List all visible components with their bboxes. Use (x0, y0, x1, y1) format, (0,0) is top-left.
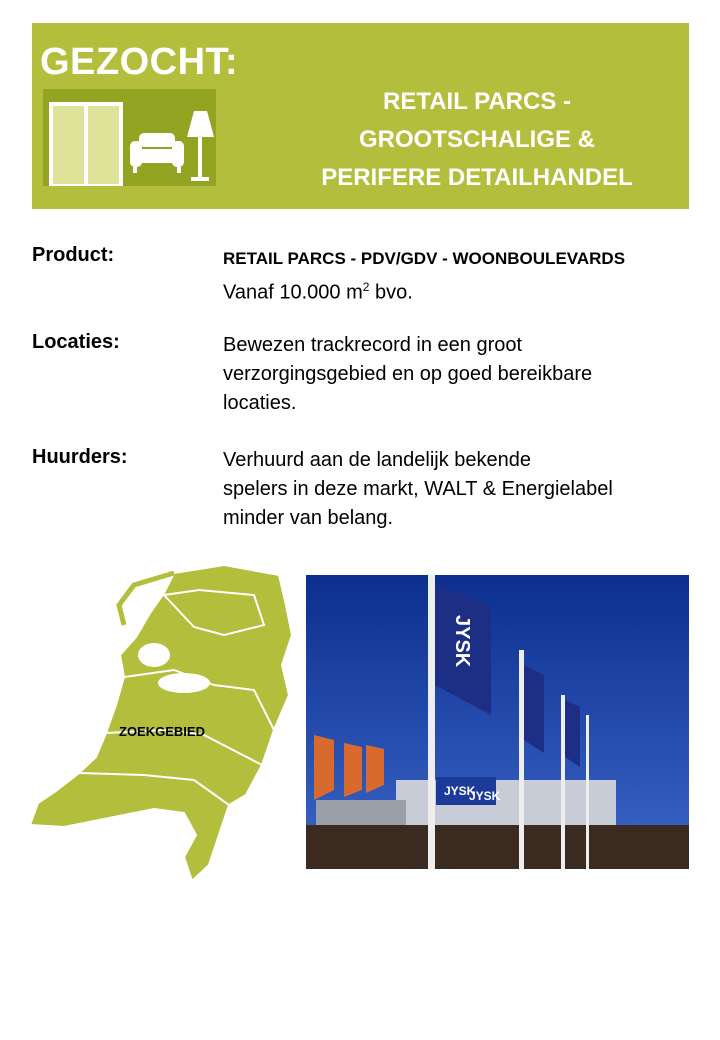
netherlands-map-icon (24, 565, 296, 885)
locaties-line: Bewezen trackrecord in een groot (223, 334, 523, 356)
product-size-prefix: Vanaf 10.000 m (223, 281, 363, 304)
flag-label: JYSK (451, 615, 473, 668)
product-size-suffix: bvo. (369, 281, 413, 304)
huurders-value (223, 446, 673, 533)
product-label: Product: (32, 244, 115, 266)
locaties-value (223, 331, 673, 418)
store-sign: JYSK (444, 784, 476, 798)
map-label: ZOEKGEBIED (119, 724, 205, 739)
huurders-line: minder van belang. (223, 507, 394, 529)
product-title: RETAIL PARCS - PDV/GDV - WOONBOULEVARDS (223, 249, 626, 268)
header-banner (32, 23, 689, 209)
locaties-line: verzorgingsgebied en op goed bereikbare (223, 363, 593, 385)
locaties-label: Locaties: (32, 331, 120, 353)
banner-heading-line: GROOTSCHALIGE & (358, 126, 595, 153)
banner-heading (302, 83, 652, 197)
banner-heading-line: RETAIL PARCS - (382, 88, 571, 115)
product-size (223, 273, 673, 308)
huurders-label: Huurders: (32, 446, 128, 468)
banner-heading-line: PERIFERE DETAILHANDEL (321, 164, 633, 191)
huurders-line: spelers in deze markt, WALT & Energielabel (223, 478, 613, 500)
furniture-icon (43, 89, 216, 186)
retail-park-photo (306, 575, 689, 869)
banner-title: GEZOCHT: (40, 41, 239, 83)
store-sign: JYSK (469, 789, 501, 803)
locaties-line: locaties. (223, 392, 297, 414)
huurders-line: Verhuurd aan de landelijk bekende (223, 449, 532, 471)
product-value (223, 244, 673, 308)
product-size-sup: 2 (362, 280, 370, 294)
